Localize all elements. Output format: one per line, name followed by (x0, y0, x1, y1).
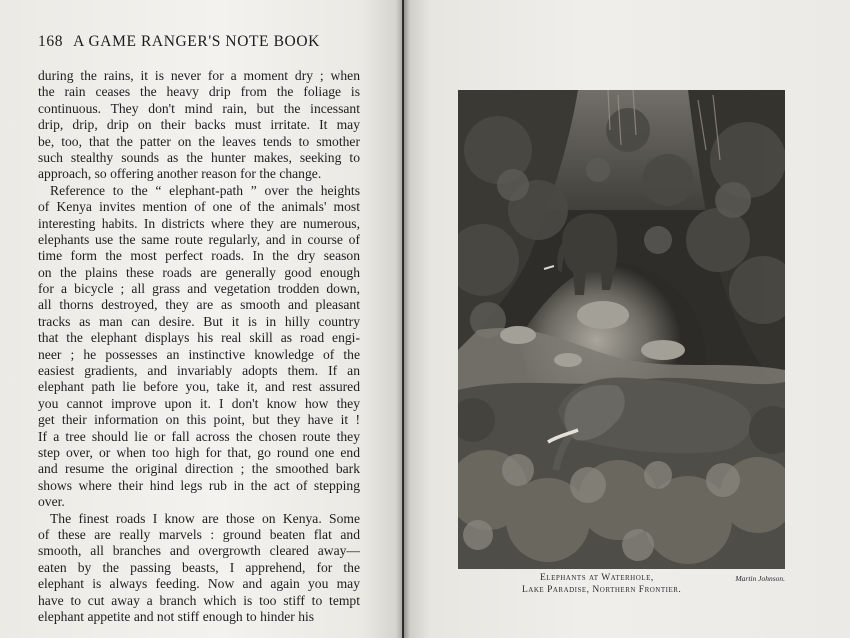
caption-line-1: Elephants at Waterhole, (540, 573, 654, 583)
text-line: on the plains these roads are generally good enough (38, 264, 360, 280)
text-line: elephant path lie before you, take it, and rest assured (38, 379, 360, 395)
text-line: elephant is always feeding. Now and again you may (38, 576, 360, 592)
text-line: shows where their hind legs rub in the act of stepping (38, 477, 360, 493)
text-line: you cannot improve upon it. I don't know how they (38, 395, 360, 411)
text-line: all thorns destroyed, they are as smooth and pleasant (38, 297, 360, 313)
text-line: eaten by the passing beasts, I apprehend, for the (38, 559, 360, 575)
photo-credit: Martin Johnson. (735, 574, 785, 583)
text-line: If a tree should lie or fall across the chosen route they (38, 428, 360, 444)
text-line: have to cut away a branch which is too stiff to tempt (38, 592, 360, 608)
text-line: time form the most perfect roads. In the dry season (38, 248, 360, 264)
text-line: elephant appetite and not stiff enough to hinder his (38, 608, 315, 624)
text-line: The finest roads I know are those on Kenya. Some (50, 510, 360, 526)
text-line: tracks as man can desire. But it is in hilly country (38, 313, 360, 329)
text-line: of these are really marvels : ground beaten flat and (38, 526, 360, 542)
book-gutter (396, 0, 410, 638)
body-text (38, 68, 360, 625)
text-line: Reference to the “ elephant-path ” over the heights (50, 182, 360, 198)
text-line: such stealthy sounds as the hunter makes, seeking to (38, 149, 360, 165)
text-line: the rain ceases the heavy drip from the foliage is (38, 84, 360, 100)
left-page (0, 0, 402, 638)
text-line: and resume the original direction ; the smoothed bark (38, 461, 360, 477)
text-line: of Kenya invites mention of one of the animals' most (38, 199, 360, 215)
text-line: get their information on this point, but they have it ! (38, 412, 360, 428)
text-line: be, too, that the patter on the leaves tends to smother (38, 133, 360, 149)
text-line: smooth, all branches and overgrowth cleared away— (38, 543, 360, 559)
text-line: interesting habits. In districts where they are numerous, (38, 215, 360, 231)
text-line: step over, or when too high for that, go round one end (38, 444, 360, 460)
running-head (38, 33, 378, 51)
caption-line-2: Lake Paradise, Northern Frontier. (522, 585, 682, 595)
text-line: that the elephant displays his real skill as road engi- (38, 330, 360, 346)
page-number: 168 (38, 33, 64, 50)
text-line: drip, drip, drip on their backs must irritate. It may (38, 117, 360, 133)
text-line: easiest gradients, and invariably adopts them. If an (38, 363, 360, 379)
text-line: elephants use the same route regularly, and in course of (38, 231, 360, 247)
text-line: during the rains, it is never for a moment dry ; when (38, 68, 360, 83)
elephant-photograph (458, 90, 785, 569)
text-line: approach, so offering another reason for the change. (38, 166, 322, 182)
text-line: neer ; he possesses an instinctive knowledge of the (38, 346, 360, 362)
text-line: over. (38, 494, 65, 510)
text-line: for a bicycle ; all grass and vegetation trodden down, (38, 281, 360, 297)
running-title: A GAME RANGER'S NOTE BOOK (73, 33, 320, 50)
text-line: continuous. They don't mind rain, but the incessant (38, 100, 360, 116)
